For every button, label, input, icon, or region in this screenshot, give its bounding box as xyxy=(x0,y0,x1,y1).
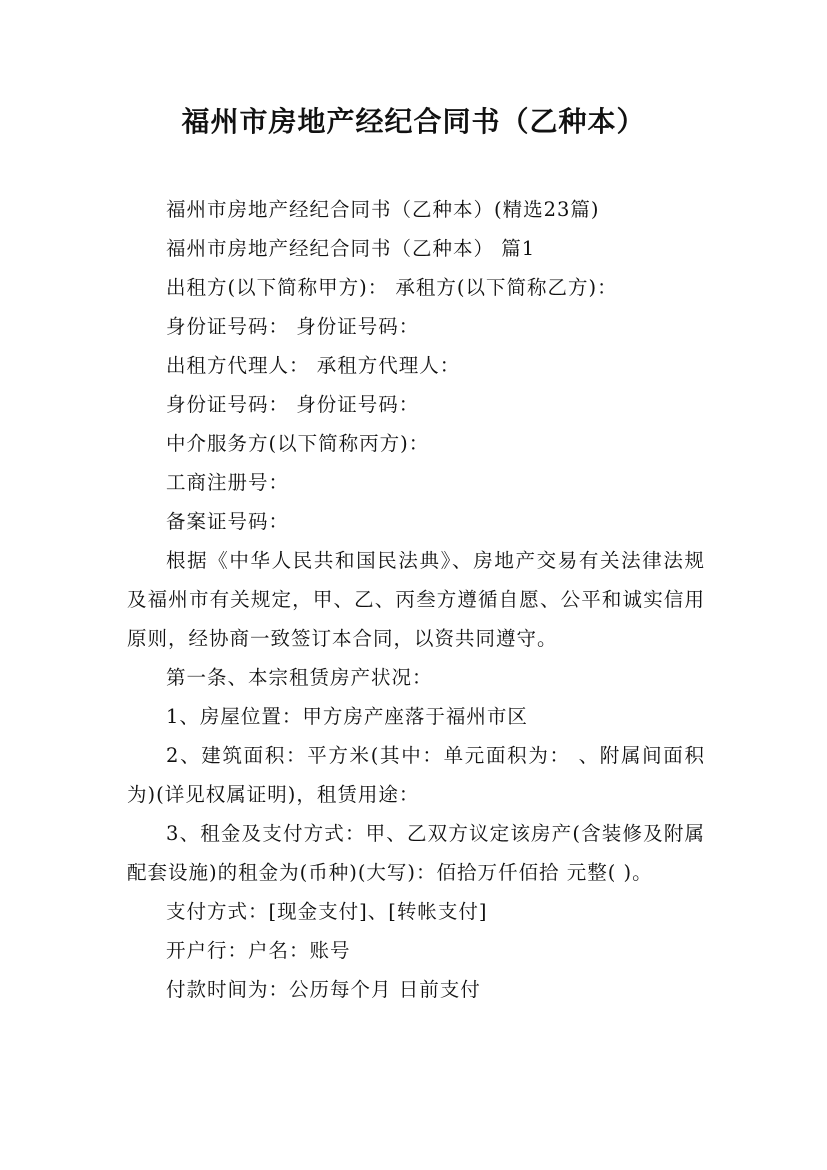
paragraph-subtitle: 福州市房地产经纪合同书（乙种本）(精选23篇) xyxy=(166,198,600,221)
paragraph-rent-payment: 3、租金及支付方式：甲、乙双方议定该房产(含装修及附属配套设施)的租金为(币种)(大写)：佰拾万仟佰拾 元整( )。 xyxy=(127,822,705,884)
paragraph-article-one: 第一条、本宗租赁房产状况： xyxy=(166,666,433,689)
paragraph-lessor-lessee: 出租方(以下简称甲方)： 承租方(以下简称乙方)： xyxy=(166,276,618,299)
paragraph-agent-id-numbers: 身份证号码： 身份证号码： xyxy=(166,393,420,416)
paragraph-business-registration: 工商注册号： xyxy=(166,471,290,494)
paragraph-payment-time: 付款时间为：公历每个月 日前支付 xyxy=(166,978,481,1001)
paragraph-property-location: 1、房屋位置：甲方房产座落于福州市区 xyxy=(166,705,528,728)
document-title: 福州市房地产经纪合同书（乙种本） xyxy=(181,105,646,138)
paragraph-section-heading: 福州市房地产经纪合同书（乙种本） 篇1 xyxy=(166,237,536,260)
paragraph-floor-area: 2、建筑面积：平方米(其中：单元面积为： 、附属间面积为)(详见权属证明)，租赁用途： xyxy=(127,744,705,806)
document-body xyxy=(127,190,705,1009)
paragraph-bank-account: 开户行：户名：账号 xyxy=(166,939,351,962)
paragraph-filing-number: 备案证号码： xyxy=(166,510,290,533)
paragraph-legal-basis: 根据《中华人民共和国民法典》、房地产交易有关法律法规及福州市有关规定，甲、乙、丙叁方遵循自愿、公平和诚实信用原则，经协商一致签订本合同，以资共同遵守。 xyxy=(127,549,705,650)
paragraph-intermediary: 中介服务方(以下简称丙方)： xyxy=(166,432,430,455)
paragraph-agents: 出租方代理人： 承租方代理人： xyxy=(166,354,461,377)
paragraph-payment-method: 支付方式：[现金支付]、[转帐支付] xyxy=(166,900,488,923)
paragraph-id-numbers: 身份证号码： 身份证号码： xyxy=(166,315,420,338)
